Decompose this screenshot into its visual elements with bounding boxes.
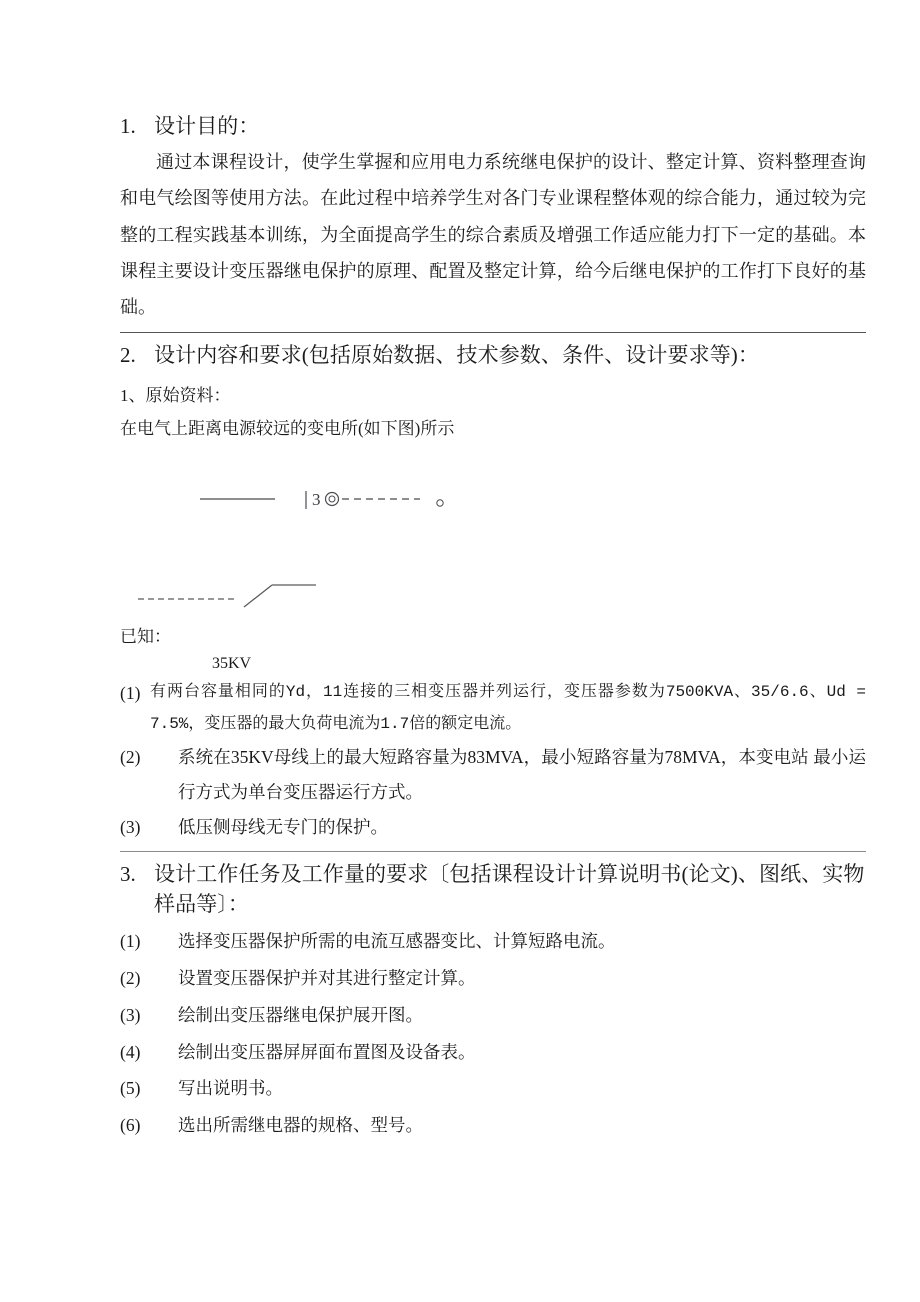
list-item-text: 设置变压器保护并对其进行整定计算。 (178, 968, 476, 989)
section-1-number: 1. (120, 114, 136, 138)
divider-1 (120, 332, 866, 333)
section-3-title: 设计工作任务及工作量的要求〔包括课程设计计算说明书(论文)、图纸、实物样品等〕： (154, 861, 865, 916)
list-item (120, 997, 866, 1034)
list-item-marker: (1) (120, 682, 141, 703)
section-1-heading (120, 112, 866, 142)
list-item (120, 923, 866, 960)
voltage-level-label: 35KV (212, 655, 252, 673)
document-content (120, 112, 866, 1144)
section-2-number: 2. (120, 342, 136, 367)
list-item-marker: (3) (120, 1004, 141, 1025)
list-item-text: 选择变压器保护所需的电流互感器变比、计算短路电流。 (178, 931, 616, 952)
list-item-text: 有两台容量相同的Yd，11连接的三相变压器并列运行，变压器参数为7500KVA、35/6.6、Ud = 7.5%，变压器的最大负荷电流为1.7倍的额定电流。 (150, 682, 866, 733)
list-item-text: 系统在35KV母线上的最大短路容量为83MVA，最小短路容量为78MVA，本变电站 最小运行方式为单台变压器运行方式。 (178, 746, 866, 802)
list-item (120, 1034, 866, 1071)
generator-inner-circle-icon (329, 496, 335, 502)
list-item (120, 740, 866, 810)
known-label: 已知： (120, 627, 171, 647)
list-item-marker: (5) (120, 1078, 141, 1099)
section-3-heading (120, 860, 866, 920)
list-item (120, 1107, 866, 1144)
section-2-sub-label: 1、原始资料： (120, 386, 231, 406)
divider-2 (120, 851, 866, 852)
list-item-marker: (2) (120, 746, 141, 767)
section-2-title: 设计内容和要求(包括原始数据、技术参数、条件、设计要求等)： (154, 342, 759, 367)
switch-blade-icon (244, 585, 272, 607)
one-line-diagram-figure (120, 455, 866, 551)
section-2-lead-line: 在电气上距离电源较远的变电所(如下图)所示 (120, 418, 455, 438)
section-3-number: 3. (120, 861, 136, 886)
list-item (120, 1070, 866, 1107)
terminal-dot-icon (437, 500, 443, 506)
section-1-paragraph: 通过本课程设计，使学生掌握和应用电力系统继电保护的设计、整定计算、资料整理查询和电气绘图等使用方法。在此过程中培养学生对各门专业课程整体观的综合能力，通过较为完整的工程实践基本训练，为全面提高学生的综合素质及增强工作适应能力打下一定的基础。本课程主要设计变压器继电保护的原理、配置及整定计算，给今后继电保护的工作打下良好的基础。 (120, 151, 866, 318)
list-item-marker: (2) (120, 968, 141, 989)
section-2-heading (120, 341, 866, 371)
diagram-digit-label: 3 (312, 490, 321, 510)
list-item-marker: (6) (120, 1115, 141, 1136)
list-item-text: 选出所需继电器的规格、型号。 (178, 1115, 423, 1136)
task-list (120, 923, 866, 1144)
one-line-diagram-svg (120, 455, 540, 551)
figure-caption-text (120, 455, 121, 456)
disconnect-switch-svg (120, 573, 420, 621)
list-item-marker: (4) (120, 1041, 141, 1062)
list-item-text: 绘制出变压器屏屏面布置图及设备表。 (178, 1041, 476, 1062)
list-item (120, 810, 866, 845)
list-item-marker: (1) (120, 931, 141, 952)
list-item-marker: (3) (120, 816, 141, 837)
section-1-title: 设计目的： (154, 114, 260, 138)
list-item-text: 写出说明书。 (178, 1078, 283, 1099)
list-item-text: 低压侧母线无专门的保护。 (178, 816, 388, 837)
generator-circle-icon (326, 493, 339, 506)
disconnect-switch-figure (120, 573, 866, 621)
list-item-text: 绘制出变压器继电保护展开图。 (178, 1004, 423, 1025)
list-item (120, 676, 866, 740)
list-item (120, 960, 866, 997)
